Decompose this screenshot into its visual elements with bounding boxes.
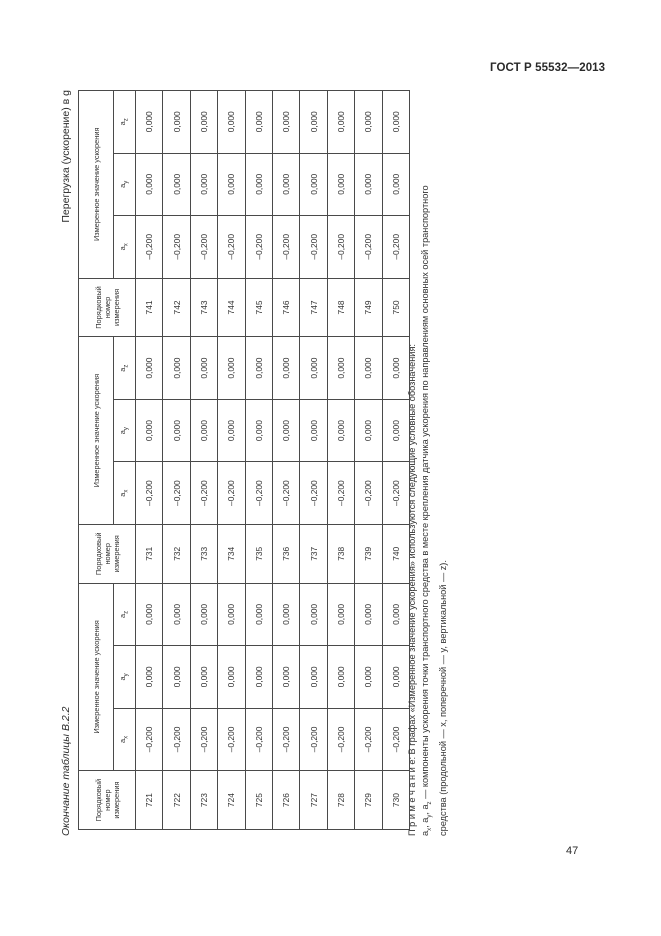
header-ax-symbol: a <box>117 246 127 251</box>
cell-az: 0,000 <box>218 583 245 646</box>
cell-ay: 0,000 <box>218 153 245 216</box>
note-line-2 <box>419 100 437 836</box>
cell-order-number: 740 <box>382 524 409 583</box>
cell-order-number: 727 <box>300 771 327 830</box>
header-ax <box>114 462 136 525</box>
cell-ay: 0,000 <box>382 153 409 216</box>
note-line-2-text: — компоненты ускорения точки транспортного средства в месте крепления датчика ускорения по направлениям основных осей транспортного <box>420 185 430 802</box>
cell-order-number: 746 <box>272 278 299 337</box>
cell-az: 0,000 <box>218 91 245 154</box>
cell-ay: 0,000 <box>300 646 327 709</box>
cell-ay: 0,000 <box>136 646 163 709</box>
table-row <box>245 91 272 830</box>
cell-order-number: 728 <box>327 771 354 830</box>
acceleration-table <box>78 90 410 830</box>
cell-az: 0,000 <box>327 583 354 646</box>
header-measured-value: Измеренное значение ускорения <box>79 337 114 525</box>
cell-az: 0,000 <box>136 91 163 154</box>
header-ax-index: x <box>123 735 130 739</box>
cell-ax: –0,200 <box>163 216 190 279</box>
header-ay-index: y <box>123 673 130 677</box>
cell-ax: –0,200 <box>327 708 354 771</box>
cell-az: 0,000 <box>136 337 163 400</box>
page-number: 47 <box>566 845 579 857</box>
cell-az: 0,000 <box>382 91 409 154</box>
header-order-number: Порядковый номер измерения <box>79 771 136 830</box>
cell-order-number: 739 <box>355 524 382 583</box>
cell-order-number: 741 <box>136 278 163 337</box>
cell-ax: –0,200 <box>190 708 217 771</box>
cell-ay: 0,000 <box>327 646 354 709</box>
standard-number: ГОСТ Р 55532—2013 <box>490 62 606 74</box>
cell-ax: –0,200 <box>382 708 409 771</box>
rotated-table-area <box>60 90 470 850</box>
cell-az: 0,000 <box>272 91 299 154</box>
header-az <box>114 583 136 646</box>
cell-ay: 0,000 <box>245 153 272 216</box>
cell-ax: –0,200 <box>272 216 299 279</box>
cell-ay: 0,000 <box>327 153 354 216</box>
cell-ay: 0,000 <box>245 646 272 709</box>
cell-ay: 0,000 <box>355 153 382 216</box>
cell-order-number: 723 <box>190 771 217 830</box>
header-az-symbol: a <box>117 367 127 372</box>
cell-ax: –0,200 <box>355 216 382 279</box>
cell-ax: –0,200 <box>163 462 190 525</box>
cell-ax: –0,200 <box>163 708 190 771</box>
cell-ay: 0,000 <box>355 399 382 462</box>
header-ax-index: x <box>123 489 130 493</box>
header-az-symbol: a <box>117 121 127 126</box>
cell-ax: –0,200 <box>136 462 163 525</box>
cell-order-number: 730 <box>382 771 409 830</box>
cell-ay: 0,000 <box>272 399 299 462</box>
cell-ax: –0,200 <box>300 216 327 279</box>
header-order-number: Порядковый номер измерения <box>79 524 136 583</box>
cell-ax: –0,200 <box>300 708 327 771</box>
cell-az: 0,000 <box>245 337 272 400</box>
cell-order-number: 745 <box>245 278 272 337</box>
cell-order-number: 725 <box>245 771 272 830</box>
cell-az: 0,000 <box>163 337 190 400</box>
cell-ax: –0,200 <box>355 462 382 525</box>
units-caption: Перегрузка (ускорение) в g <box>60 90 72 223</box>
note-line-1: П р и м е ч а н и е: В графах «Измеренное значение ускорения» используются следующие условные обозначения: <box>407 344 417 836</box>
cell-ay: 0,000 <box>163 153 190 216</box>
cell-order-number: 731 <box>136 524 163 583</box>
header-ay-symbol: a <box>117 676 127 681</box>
cell-order-number: 742 <box>163 278 190 337</box>
header-az <box>114 91 136 154</box>
header-ax <box>114 708 136 771</box>
cell-ay: 0,000 <box>136 399 163 462</box>
cell-az: 0,000 <box>218 337 245 400</box>
cell-order-number: 738 <box>327 524 354 583</box>
cell-ax: –0,200 <box>218 216 245 279</box>
cell-order-number: 750 <box>382 278 409 337</box>
cell-ax: –0,200 <box>190 462 217 525</box>
cell-order-number: 744 <box>218 278 245 337</box>
header-order-number: Порядковый номер измерения <box>79 278 136 337</box>
cell-az: 0,000 <box>300 583 327 646</box>
cell-ax: –0,200 <box>136 216 163 279</box>
table-row <box>190 91 217 830</box>
cell-ax: –0,200 <box>218 462 245 525</box>
cell-az: 0,000 <box>136 583 163 646</box>
header-ay-symbol: a <box>117 183 127 188</box>
header-ay-index: y <box>123 427 130 431</box>
cell-order-number: 722 <box>163 771 190 830</box>
cell-ax: –0,200 <box>218 708 245 771</box>
cell-ay: 0,000 <box>163 399 190 462</box>
cell-az: 0,000 <box>355 91 382 154</box>
cell-order-number: 729 <box>355 771 382 830</box>
cell-order-number: 724 <box>218 771 245 830</box>
header-az-index: z <box>123 118 130 122</box>
cell-order-number: 733 <box>190 524 217 583</box>
cell-ay: 0,000 <box>327 399 354 462</box>
table-row <box>327 91 354 830</box>
cell-ax: –0,200 <box>245 216 272 279</box>
cell-ay: 0,000 <box>190 399 217 462</box>
cell-az: 0,000 <box>382 583 409 646</box>
header-ay <box>114 399 136 462</box>
header-az-index: z <box>123 610 130 614</box>
cell-az: 0,000 <box>327 337 354 400</box>
cell-order-number: 735 <box>245 524 272 583</box>
cell-order-number: 736 <box>272 524 299 583</box>
cell-az: 0,000 <box>190 337 217 400</box>
cell-ax: –0,200 <box>300 462 327 525</box>
cell-ay: 0,000 <box>163 646 190 709</box>
table-caption: Окончание таблицы В.2.2 <box>60 706 72 836</box>
cell-ay: 0,000 <box>245 399 272 462</box>
cell-az: 0,000 <box>300 337 327 400</box>
cell-order-number: 748 <box>327 278 354 337</box>
cell-az: 0,000 <box>163 583 190 646</box>
cell-az: 0,000 <box>272 337 299 400</box>
cell-ay: 0,000 <box>300 399 327 462</box>
cell-ay: 0,000 <box>382 399 409 462</box>
cell-ax: –0,200 <box>327 462 354 525</box>
cell-az: 0,000 <box>355 583 382 646</box>
cell-az: 0,000 <box>327 91 354 154</box>
cell-ay: 0,000 <box>136 153 163 216</box>
header-ax-index: x <box>123 243 130 247</box>
cell-ax: –0,200 <box>136 708 163 771</box>
cell-ay: 0,000 <box>218 399 245 462</box>
cell-az: 0,000 <box>382 337 409 400</box>
cell-order-number: 732 <box>163 524 190 583</box>
cell-az: 0,000 <box>190 583 217 646</box>
header-ay-symbol: a <box>117 430 127 435</box>
header-ay-index: y <box>123 180 130 184</box>
cell-az: 0,000 <box>272 583 299 646</box>
header-ay <box>114 646 136 709</box>
table-row <box>163 91 190 830</box>
cell-order-number: 721 <box>136 771 163 830</box>
header-ax <box>114 216 136 279</box>
cell-ax: –0,200 <box>245 708 272 771</box>
table-row <box>218 91 245 830</box>
cell-ay: 0,000 <box>190 153 217 216</box>
header-ay <box>114 153 136 216</box>
note-axes-symbols: $a_x$, $a_y$, $a_z$ <box>420 801 433 836</box>
header-az-index: z <box>123 364 130 368</box>
header-ax-symbol: a <box>117 738 127 743</box>
table-note <box>406 100 450 836</box>
header-ax-symbol: a <box>117 492 127 497</box>
cell-ay: 0,000 <box>218 646 245 709</box>
cell-ax: –0,200 <box>327 216 354 279</box>
cell-ay: 0,000 <box>272 153 299 216</box>
cell-az: 0,000 <box>245 91 272 154</box>
cell-az: 0,000 <box>355 337 382 400</box>
cell-ax: –0,200 <box>355 708 382 771</box>
cell-order-number: 749 <box>355 278 382 337</box>
cell-ax: –0,200 <box>382 216 409 279</box>
table-row <box>355 91 382 830</box>
cell-order-number: 737 <box>300 524 327 583</box>
cell-ax: –0,200 <box>382 462 409 525</box>
cell-az: 0,000 <box>300 91 327 154</box>
header-az <box>114 337 136 400</box>
table-row <box>136 91 163 830</box>
table-row <box>300 91 327 830</box>
cell-order-number: 743 <box>190 278 217 337</box>
header-measured-value: Измеренное значение ускорения <box>79 583 114 771</box>
cell-ay: 0,000 <box>355 646 382 709</box>
cell-ax: –0,200 <box>245 462 272 525</box>
note-line-3: средства (продольной — x, поперечной — y, вертикальной — z). <box>437 560 448 836</box>
cell-order-number: 734 <box>218 524 245 583</box>
cell-az: 0,000 <box>190 91 217 154</box>
cell-az: 0,000 <box>163 91 190 154</box>
cell-ay: 0,000 <box>272 646 299 709</box>
cell-ax: –0,200 <box>190 216 217 279</box>
cell-az: 0,000 <box>245 583 272 646</box>
header-measured-value: Измеренное значение ускорения <box>79 91 114 279</box>
cell-ax: –0,200 <box>272 462 299 525</box>
cell-order-number: 726 <box>272 771 299 830</box>
header-az-symbol: a <box>117 613 127 618</box>
cell-ay: 0,000 <box>190 646 217 709</box>
cell-ax: –0,200 <box>272 708 299 771</box>
table-row <box>272 91 299 830</box>
cell-ay: 0,000 <box>382 646 409 709</box>
cell-ay: 0,000 <box>300 153 327 216</box>
cell-order-number: 747 <box>300 278 327 337</box>
